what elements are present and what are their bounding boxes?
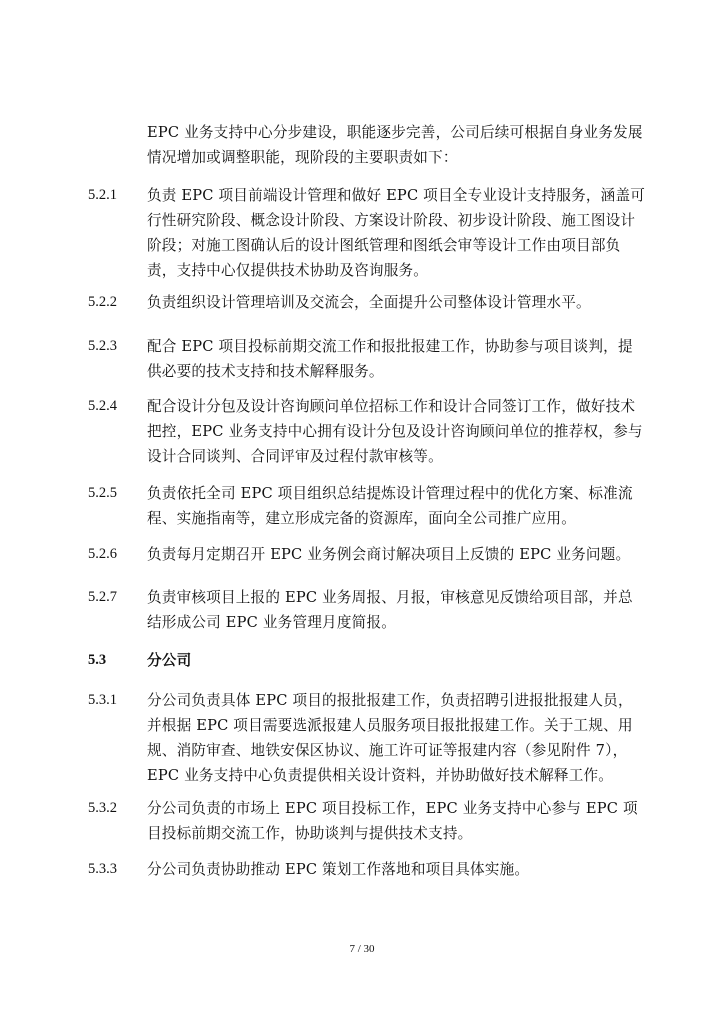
- clause-text: 负责组织设计管理培训及交流会，全面提升公司整体设计管理水平。: [147, 294, 591, 311]
- clause-number: 5.2.1: [88, 187, 117, 203]
- section-number: 5.3: [88, 652, 107, 668]
- clause-number: 5.3.1: [88, 692, 117, 708]
- clause-number: 5.2.6: [88, 546, 117, 562]
- clause-text: 负责 EPC 项目前端设计管理和做好 EPC 项目全专业设计支持服务，涵盖可行性研究阶段、概念设计阶段、方案设计阶段、初步设计阶段、施工图设计阶段；对施工图确认后的设计图纸管理和图纸会审等设计工作由项目部负责，支持中心仅提供技术协助及咨询服务。: [147, 187, 646, 279]
- clause-number: 5.2.4: [88, 398, 117, 414]
- section-title: 分公司: [147, 652, 192, 669]
- intro-paragraph: EPC 业务支持中心分步建设，职能逐步完善，公司后续可根据自身业务发展情况增加或调整职能，现阶段的主要职责如下：: [147, 124, 643, 166]
- page-number: 7 / 30: [349, 943, 375, 955]
- clause-number: 5.2.3: [88, 338, 117, 354]
- clause-number: 5.2.2: [88, 294, 117, 310]
- clause-text: 分公司负责具体 EPC 项目的报批报建工作，负责招聘引进报批报建人员，并根据 EPC 项目需要选派报建人员服务项目报批报建工作。关于工规、用规、消防审查、地铁安保区协议、施工许可证等报建内容（参见附件 7），EPC 业务支持中心负责提供相关设计资料，并协助做好技术解释工作。: [147, 692, 633, 784]
- clause-text: 负责审核项目上报的 EPC 业务周报、月报，审核意见反馈给项目部，并总结形成公司 EPC 业务管理月度简报。: [147, 589, 633, 631]
- clause-text: 负责依托全司 EPC 项目组织总结提炼设计管理过程中的优化方案、标准流程、实施指南等，建立形成完备的资源库，面向全公司推广应用。: [147, 485, 633, 527]
- clause-number: 5.3.3: [88, 861, 117, 877]
- clause-text: 配合设计分包及设计咨询顾问单位招标工作和设计合同签订工作，做好技术把控，EPC 业务支持中心拥有设计分包及设计咨询顾问单位的推荐权，参与设计合同谈判、合同评审及过程付款审核等。: [147, 398, 643, 465]
- clause-text: 分公司负责的市场上 EPC 项目投标工作，EPC 业务支持中心参与 EPC 项目投标前期交流工作，协助谈判与提供技术支持。: [147, 800, 638, 842]
- clause-number: 5.2.7: [88, 589, 117, 605]
- clause-text: 分公司负责协助推动 EPC 策划工作落地和项目具体实施。: [147, 861, 530, 878]
- clause-number: 5.2.5: [88, 485, 117, 501]
- clause-number: 5.3.2: [88, 800, 117, 816]
- clause-text: 负责每月定期召开 EPC 业务例会商讨解决项目上反馈的 EPC 业务问题。: [147, 546, 631, 563]
- clause-text: 配合 EPC 项目投标前期交流工作和报批报建工作，协助参与项目谈判，提供必要的技术支持和技术解释服务。: [147, 338, 633, 380]
